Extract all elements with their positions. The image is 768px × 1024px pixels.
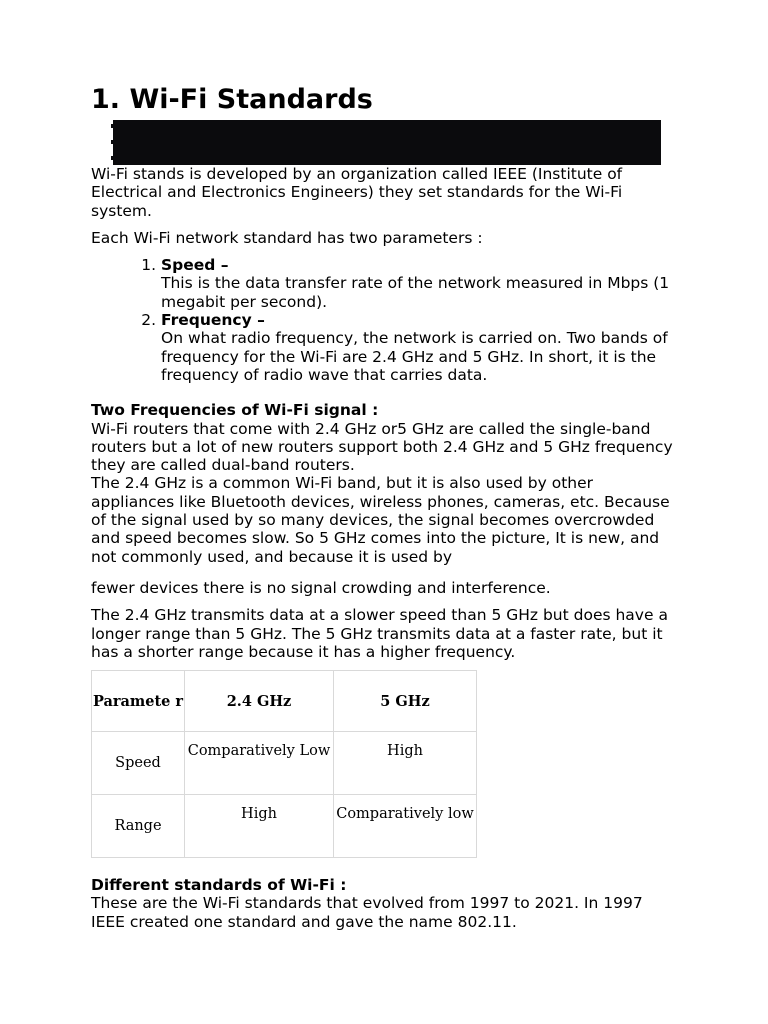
table-header-cell: Paramete r (92, 671, 185, 732)
page-title: 1. Wi-Fi Standards (91, 84, 373, 115)
redaction-mark (111, 156, 115, 160)
table-cell: Comparatively Low (185, 732, 334, 795)
frequencies-paragraph: The 2.4 GHz is a common Wi-Fi band, but it is also used by other appliances like Bluetooth devices, wireless phones, cameras, etc. Because of the signal used by so many devices, the signal becomes overcrowded and speed becomes slow. So 5 GHz comes into the picture, It is new, and not commonly used, and because it is used by (91, 474, 670, 566)
frequencies-paragraph: Wi-Fi routers that come with 2.4 GHz or5 GHz are called the single-band routers but a lot of new routers support both 2.4 GHz and 5 GHz frequency they are called dual-band routers. (91, 419, 673, 475)
redaction-mark (111, 124, 115, 128)
list-item (161, 256, 681, 311)
comparison-table (91, 670, 477, 858)
table-header-row (92, 671, 477, 732)
section-heading-standards: Different standards of Wi-Fi : (91, 876, 347, 895)
param-title: 1. Speed – (161, 256, 229, 275)
table-cell: High (185, 795, 334, 858)
table-cell: High (334, 732, 477, 795)
table-header-cell: 2.4 GHz (185, 671, 334, 732)
table-cell: Range (92, 795, 185, 858)
intro-paragraph: Wi-Fi stands is developed by an organization called IEEE (Institute of Electrical and Electronics Engineers) they set standards for the Wi-Fi system. (91, 165, 623, 220)
param-title: 2. Frequency – (161, 311, 265, 330)
params-intro-paragraph: Each Wi-Fi network standard has two parameters : (91, 228, 483, 247)
params-list (91, 256, 681, 384)
document-page (91, 84, 681, 931)
range-paragraph: The 2.4 GHz transmits data at a slower speed than 5 GHz but does have a longer range than 5 GHz. The 5 GHz transmits data at a faster rate, but it has a shorter range because it has a higher frequency. (91, 606, 668, 661)
standards-paragraph: These are the Wi-Fi standards that evolved from 1997 to 2021. In 1997 IEEE created one standard and gave the name 802.11. (91, 894, 643, 931)
section-heading-frequencies: Two Frequencies of Wi-Fi signal : (91, 401, 379, 420)
table-row (92, 795, 477, 858)
redaction-mark (111, 140, 115, 144)
param-desc: On what radio frequency, the network is carried on. Two bands of frequency for the Wi-Fi are 2.4 GHz and 5 GHz. In short, it is the frequency of radio wave that carries data. (161, 329, 668, 384)
param-desc: This is the data transfer rate of the network measured in Mbps (1 megabit per second). (161, 274, 670, 311)
redaction-block (113, 120, 661, 165)
table-row (92, 732, 477, 795)
list-item (161, 311, 681, 384)
frequencies-paragraph: fewer devices there is no signal crowding and interference. (91, 578, 551, 597)
table-cell: Speed (92, 732, 185, 795)
table-header-cell: 5 GHz (334, 671, 477, 732)
table-cell: Comparatively low (334, 795, 477, 858)
